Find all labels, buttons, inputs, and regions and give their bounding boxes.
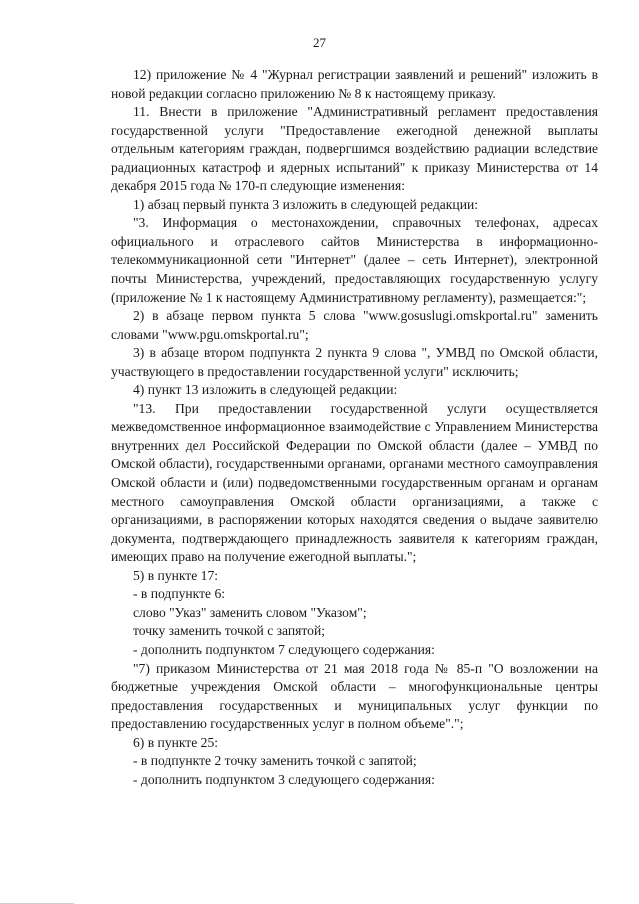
- paragraph-sub-5-item-a: - в подпункте 6:: [133, 586, 226, 602]
- quoted-clause-7: "7) приказом Министерства от 21 мая 2018 года № 85-п "О возложении на бюджетные учреждения Омской области – многофункциональные центры предоставления государственных и муниципальных услуг функции по предоставлению государственных услуг в полном объеме".";: [111, 660, 598, 732]
- paragraph-sub-5: 5) в пункте 17:: [133, 567, 219, 583]
- paragraph-sub-2: 2) в абзаце первом пункта 5 слова "www.gosuslugi.omskportal.ru" заменить словами "www.pgu.omskportal.ru";: [111, 308, 598, 342]
- paragraph-sub-3: 3) в абзаце втором подпункта 2 пункта 9 слова ", УМВД по Омской области, участвующего в предоставлении государственной услуги" исключить;: [111, 345, 598, 379]
- paragraph-sub-6-item-b: - дополнить подпунктом 3 следующего содержания:: [133, 771, 435, 787]
- document-body: [111, 66, 598, 789]
- quoted-clause-3: "3. Информация о местонахождении, справочных телефонах, адресах официального и отраслевого сайтов Министерства в информационно-телекоммуникационной сети "Интернет" (далее – сеть Интернет), электронной почты Министерства, учреждений, предоставляющих государственную услугу (приложение № 1 к настоящему Административному регламенту), размещается:";: [111, 215, 598, 305]
- page-number: 27: [313, 35, 326, 50]
- paragraph-sub-6-item-a: - в подпункте 2 точку заменить точкой с запятой;: [133, 753, 417, 769]
- paragraph-sub-6: 6) в пункте 25:: [133, 734, 219, 750]
- paragraph-sub-1: 1) абзац первый пункта 3 изложить в следующей редакции:: [133, 196, 479, 212]
- paragraph-item-12: 12) приложение № 4 "Журнал регистрации заявлений и решений" изложить в новой редакции согласно приложению № 8 к настоящему приказу.: [111, 67, 598, 101]
- quoted-clause-13: "13. При предоставлении государственной услуги осуществляется межведомственное информационное взаимодействие с Управлением Министерства внутренних дел Российской Федерации по Омской области (далее – УМВД по Омской области), государственными органами, органами местного самоуправления Омской области и (или) подведомственными государственным органам и органам местного самоуправления Омской области организациями, а также с организациями, в распоряжении которых находятся сведения о выдаче заявителю документа, подтверждающего принадлежность заявителя к категориям граждан, имеющих право на получение ежегодной выплаты.";: [111, 400, 598, 565]
- paragraph-sub-4: 4) пункт 13 изложить в следующей редакции:: [133, 382, 398, 398]
- paragraph-sub-5-item-c: точку заменить точкой с запятой;: [133, 623, 325, 639]
- paragraph-sub-5-item-d: - дополнить подпунктом 7 следующего содержания:: [133, 641, 435, 657]
- paragraph-item-11: 11. Внести в приложение "Административный регламент предоставления государственной услуги "Предоставление ежегодной денежной выплаты отдельным категориям граждан, подвергшимся воздействию радиации вследствие радиационных катастроф и ядерных испытаний" к приказу Министерства от 14 декабря 2015 года № 170-п следующие изменения:: [111, 104, 598, 194]
- paragraph-sub-5-item-b: слово "Указ" заменить словом "Указом";: [133, 604, 367, 620]
